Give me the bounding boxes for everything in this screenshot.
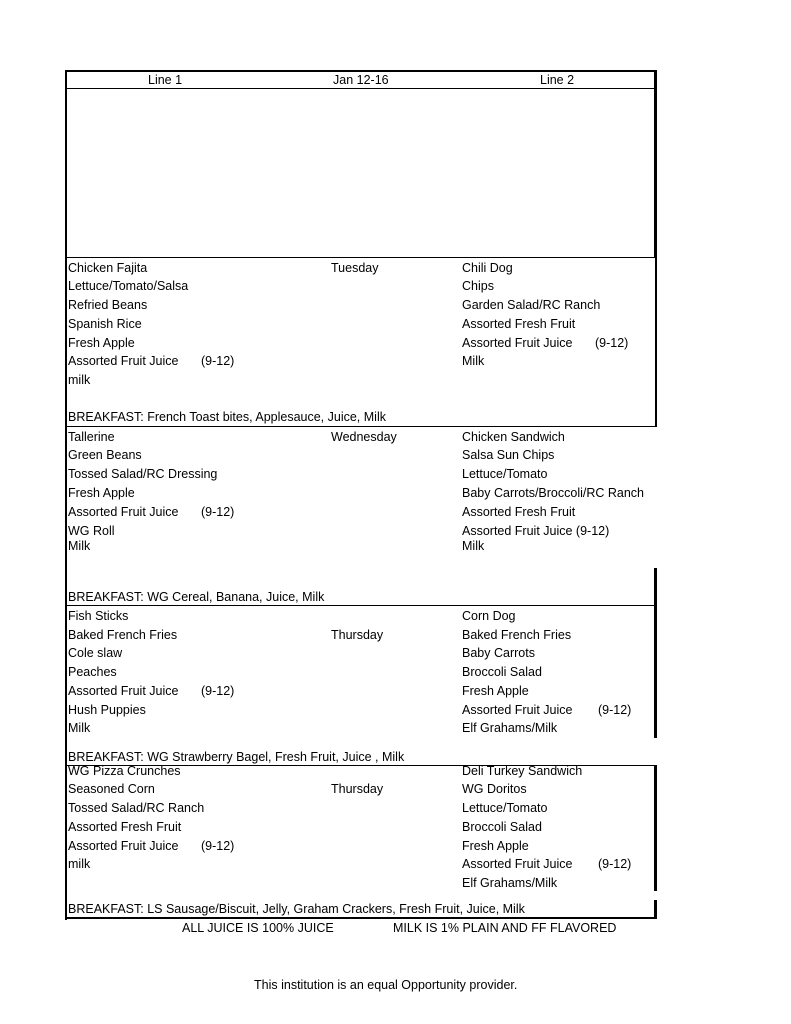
line2-item: Assorted Fruit Juice xyxy=(462,336,573,350)
line2-item: Chips xyxy=(462,279,494,293)
line2-juice-grade: (9-12) xyxy=(598,857,632,871)
equal-opportunity-statement: This institution is an equal Opportunity provider. xyxy=(254,978,518,992)
line1-item: Assorted Fruit Juice xyxy=(68,354,179,368)
day-label: Thursday xyxy=(331,628,384,642)
line1-item: Peaches xyxy=(68,665,117,679)
line2-item: Assorted Fruit Juice xyxy=(462,857,573,871)
divider-wednesday-top xyxy=(65,426,657,427)
line1-item: Tallerine xyxy=(68,430,115,444)
line1-item: Refried Beans xyxy=(68,298,148,312)
line1-item: Green Beans xyxy=(68,448,142,462)
line2-item: Chicken Sandwich xyxy=(462,430,565,444)
line1-item: Milk xyxy=(68,539,91,553)
table-right-border-thursday xyxy=(654,606,657,738)
line1-item: Seasoned Corn xyxy=(68,782,155,796)
line2-item: Deli Turkey Sandwich xyxy=(462,764,583,778)
line1-item: WG Roll xyxy=(68,524,115,538)
line1-juice-grade: (9-12) xyxy=(201,505,235,519)
divider-thursday-top xyxy=(65,605,657,606)
line2-item: Baby Carrots xyxy=(462,646,535,660)
breakfast-note: BREAKFAST: French Toast bites, Applesauce, Juice, Milk xyxy=(68,410,386,424)
milk-note: MILK IS 1% PLAIN AND FF FLAVORED xyxy=(393,921,617,935)
day-label: Thursday xyxy=(331,782,384,796)
line2-item: Chili Dog xyxy=(462,261,513,275)
line2-item: Assorted Fresh Fruit xyxy=(462,317,576,331)
breakfast-note: BREAKFAST: WG Cereal, Banana, Juice, Milk xyxy=(68,590,325,604)
line1-item: Milk xyxy=(68,721,91,735)
breakfast-note: BREAKFAST: WG Strawberry Bagel, Fresh Fruit, Juice , Milk xyxy=(68,750,405,764)
breakfast-note: BREAKFAST: LS Sausage/Biscuit, Jelly, Graham Crackers, Fresh Fruit, Juice, Milk xyxy=(68,902,525,916)
header-week: Jan 12-16 xyxy=(333,73,389,87)
line2-item: Assorted Fresh Fruit xyxy=(462,505,576,519)
line2-item: Lettuce/Tomato xyxy=(462,801,548,815)
header-bottom-border xyxy=(65,88,657,89)
table-right-border-top xyxy=(654,70,657,258)
line1-item: Chicken Fajita xyxy=(68,261,148,275)
line2-item: Corn Dog xyxy=(462,609,516,623)
line1-item: Spanish Rice xyxy=(68,317,142,331)
line2-item: Fresh Apple xyxy=(462,684,529,698)
line1-item: Fresh Apple xyxy=(68,336,135,350)
line1-item: Baked French Fries xyxy=(68,628,178,642)
table-left-border xyxy=(65,70,67,920)
line2-item: Milk xyxy=(462,539,485,553)
line2-item: Elf Grahams/Milk xyxy=(462,721,558,735)
line2-item: WG Doritos xyxy=(462,782,527,796)
line1-item: milk xyxy=(68,373,91,387)
line1-item: Hush Puppies xyxy=(68,703,146,717)
day-label: Tuesday xyxy=(331,261,379,275)
line1-juice-grade: (9-12) xyxy=(201,684,235,698)
line2-item: Fresh Apple xyxy=(462,839,529,853)
table-top-border xyxy=(65,70,657,72)
line2-item: Lettuce/Tomato xyxy=(462,467,548,481)
table-right-border-bottom xyxy=(654,900,657,918)
line1-item: WG Pizza Crunches xyxy=(68,764,181,778)
line2-item: Baked French Fries xyxy=(462,628,572,642)
line2-juice-grade: (9-12) xyxy=(598,703,632,717)
table-right-border-thursday2 xyxy=(654,766,657,891)
divider-tuesday-top xyxy=(65,257,657,258)
line1-item: Assorted Fruit Juice xyxy=(68,505,179,519)
line2-item: Garden Salad/RC Ranch xyxy=(462,298,601,312)
line2-item: Salsa Sun Chips xyxy=(462,448,555,462)
line1-item: Lettuce/Tomato/Salsa xyxy=(68,279,189,293)
line1-item: Fish Sticks xyxy=(68,609,129,623)
line1-juice-grade: (9-12) xyxy=(201,354,235,368)
line1-item: Cole slaw xyxy=(68,646,123,660)
line1-item: Tossed Salad/RC Dressing xyxy=(68,467,218,481)
line1-item: Assorted Fruit Juice xyxy=(68,684,179,698)
line2-juice-grade: (9-12) xyxy=(595,336,629,350)
line2-item: Broccoli Salad xyxy=(462,665,542,679)
line1-item: Tossed Salad/RC Ranch xyxy=(68,801,205,815)
line1-item: Fresh Apple xyxy=(68,486,135,500)
line2-item: Broccoli Salad xyxy=(462,820,542,834)
line1-item: milk xyxy=(68,857,91,871)
line2-item: Assorted Fruit Juice xyxy=(462,703,573,717)
line1-item: Assorted Fresh Fruit xyxy=(68,820,182,834)
line1-juice-grade: (9-12) xyxy=(201,839,235,853)
header-line1: Line 1 xyxy=(148,73,183,87)
line2-item: Baby Carrots/Broccoli/RC Ranch xyxy=(462,486,645,500)
header-line2: Line 2 xyxy=(540,73,575,87)
line2-item: Assorted Fruit Juice (9-12) xyxy=(462,524,610,538)
table-bottom-border xyxy=(65,917,657,919)
line2-item: Elf Grahams/Milk xyxy=(462,876,558,890)
line2-item: Milk xyxy=(462,354,485,368)
juice-note: ALL JUICE IS 100% JUICE xyxy=(182,921,334,935)
table-right-border-tuesday xyxy=(655,257,657,427)
table-right-border-wednesday xyxy=(654,568,657,606)
day-label: Wednesday xyxy=(331,430,397,444)
line1-item: Assorted Fruit Juice xyxy=(68,839,179,853)
